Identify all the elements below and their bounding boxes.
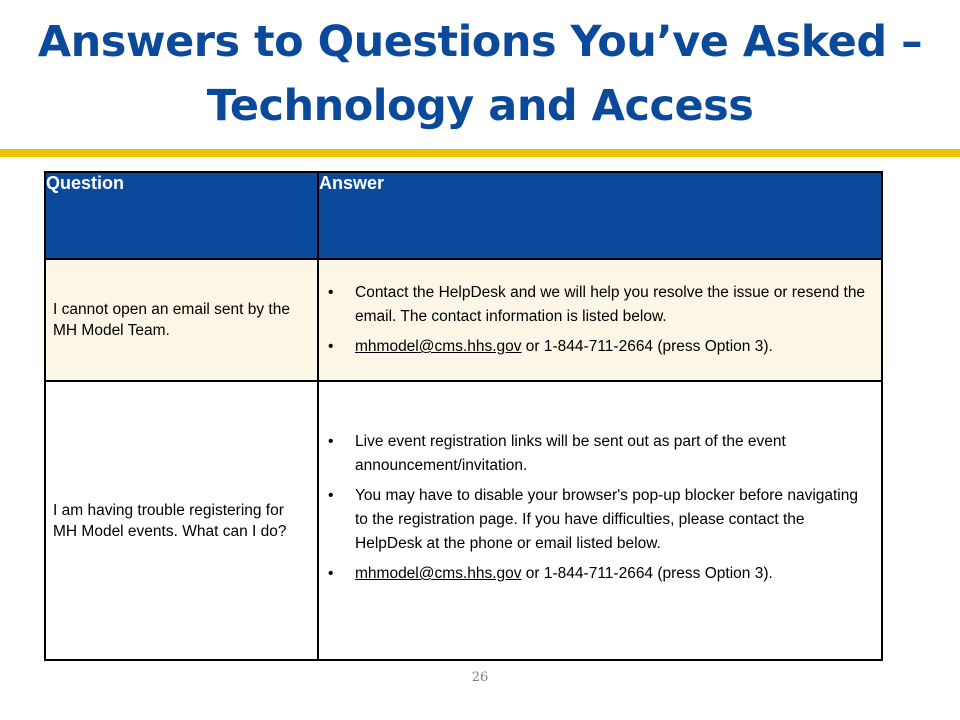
answer-text: You may have to disable your browser's pop-up blocker before navigating to the registration page. If you have difficulties, please contact the HelpDesk at the phone or email listed below. xyxy=(355,487,858,552)
bullet-icon: • xyxy=(328,284,334,301)
qa-table xyxy=(44,171,883,661)
bullet-icon: • xyxy=(328,338,334,355)
header-question: Question xyxy=(45,172,318,259)
answer-cell xyxy=(318,259,882,381)
answer-text: Live event registration links will be sent out as part of the event announcement/invitation. xyxy=(355,433,786,474)
answer-item xyxy=(319,281,881,329)
title-line-2: Technology and Access xyxy=(206,81,754,131)
bullet-icon: • xyxy=(328,487,334,504)
answer-item xyxy=(319,335,881,359)
answer-item xyxy=(319,484,881,556)
bullet-icon: • xyxy=(328,433,334,450)
question-cell: I cannot open an email sent by the MH Model Team. xyxy=(45,259,318,381)
header-answer: Answer xyxy=(318,172,882,259)
email-link[interactable]: mhmodel@cms.hhs.gov xyxy=(355,338,522,355)
answer-text: or 1-844-711-2664 (press Option 3). xyxy=(521,565,773,582)
question-cell: I am having trouble registering for MH Model events. What can I do? xyxy=(45,381,318,660)
table-header-row xyxy=(45,172,882,259)
answer-cell xyxy=(318,381,882,660)
answer-list xyxy=(319,260,881,359)
table-row xyxy=(45,381,882,660)
email-link[interactable]: mhmodel@cms.hhs.gov xyxy=(355,565,522,582)
answer-list xyxy=(319,382,881,586)
table-row xyxy=(45,259,882,381)
answer-text: Contact the HelpDesk and we will help you resolve the issue or resend the email. The contact information is listed below. xyxy=(355,284,866,325)
answer-text: or 1-844-711-2664 (press Option 3). xyxy=(521,338,773,355)
bullet-icon: • xyxy=(328,565,334,582)
answer-item xyxy=(319,562,881,586)
title-line-1: Answers to Questions You’ve Asked – xyxy=(37,17,923,67)
slide-title xyxy=(0,10,960,138)
page-number: 26 xyxy=(471,670,489,685)
gold-divider xyxy=(0,149,960,157)
answer-item xyxy=(319,430,881,478)
